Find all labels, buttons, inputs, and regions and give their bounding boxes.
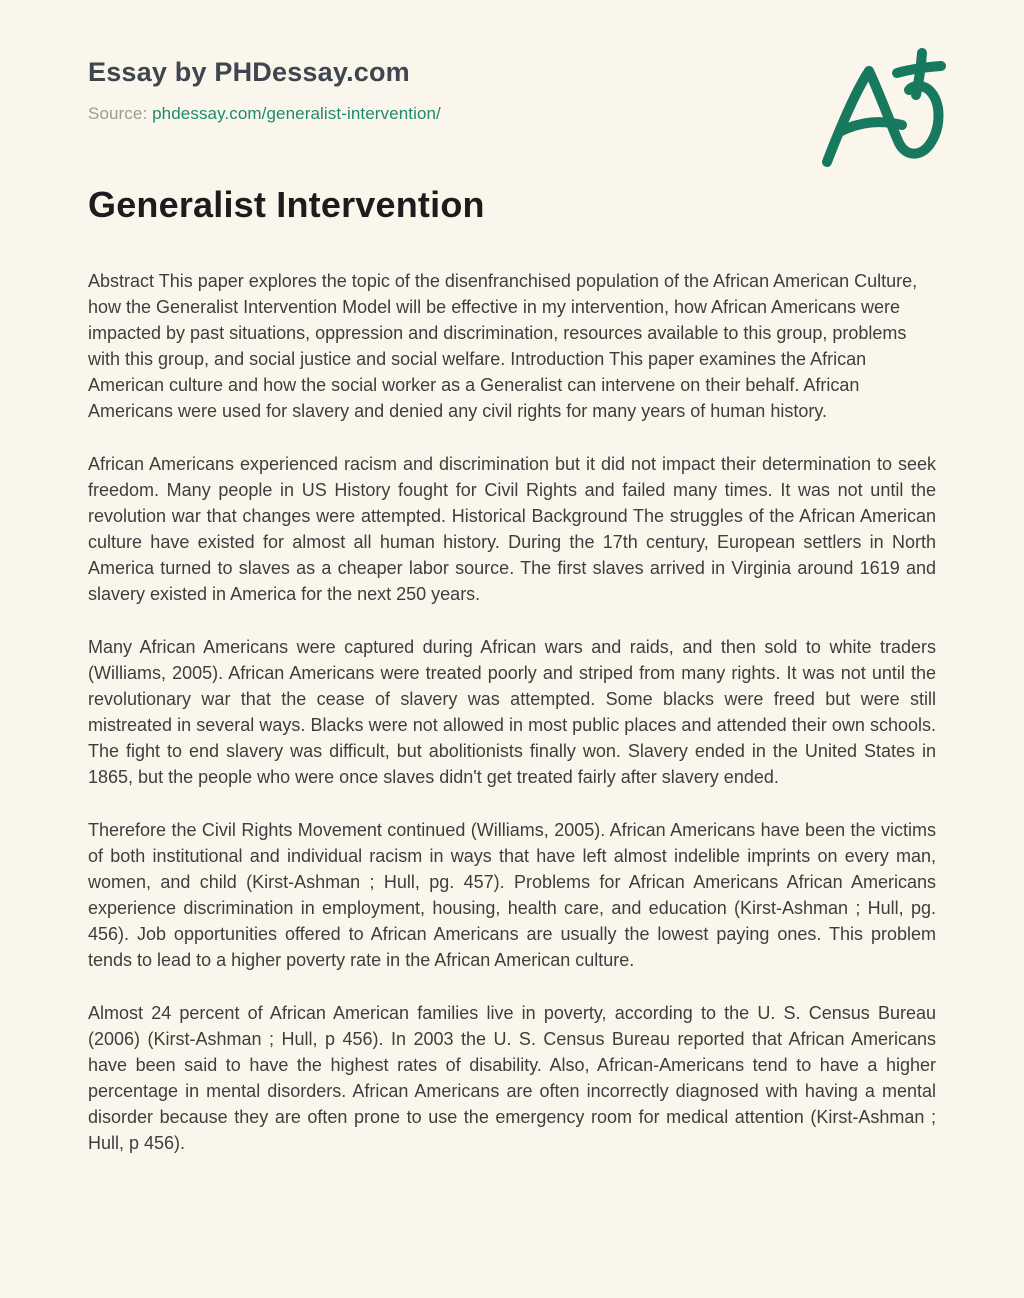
essay-paragraph: Abstract This paper explores the topic of the disenfranchised population of the African American Culture, how the Generalist Intervention Model will be effective in my intervention, how African Americans were impacted by past situations, oppression and discrimination, resources available to this group, problems with this group, and social justice and social welfare. Introduction This paper examines the African American culture and how the social worker as a Generalist can intervene on their behalf. African Americans were used for slavery and denied any civil rights for many years of human history.: [88, 271, 918, 421]
essay-body: [88, 268, 936, 1156]
source-link[interactable]: phdessay.com/generalist-intervention/: [152, 104, 441, 123]
essay-paragraph: Therefore the Civil Rights Movement continued (Williams, 2005). African Americans have been the victims of both institutional and individual racism in ways that have left almost indelible imprints on every man, women, and child (Kirst-Ashman ; Hull, pg. 457). Problems for African Americans African Americans experience discrimination in employment, housing, health care, and education (Kirst-Ashman ; Hull, pg. 456). Job opportunities offered to African Americans are usually the lowest paying ones. This problem tends to lead to a higher poverty rate in the African American culture.: [88, 820, 936, 970]
source-label: Source:: [88, 104, 148, 123]
brand-title: Essay by PHDessay.com: [88, 57, 410, 87]
phdessay-logo: [808, 40, 960, 180]
essay-paragraph: African Americans experienced racism and discrimination but it did not impact their determination to seek freedom. Many people in US History fought for Civil Rights and failed many times. It was not until the revolution war that changes were attempted. Historical Background The struggles of the African American culture have existed for almost all human history. During the 17th century, European settlers in North America turned to slaves as a cheaper labor source. The first slaves arrived in Virginia around 1619 and slavery existed in America for the next 250 years.: [88, 454, 936, 604]
essay-title: Generalist Intervention: [88, 184, 485, 225]
essay-paragraph: Many African Americans were captured during African wars and raids, and then sold to white traders (Williams, 2005). African Americans were treated poorly and striped from many rights. It was not until the revolutionary war that the cease of slavery was attempted. Some blacks were freed but were still mistreated in several ways. Blacks were not allowed in most public places and attended their own schools. The fight to end slavery was difficult, but abolitionists finally won. Slavery ended in the United States in 1865, but the people who were once slaves didn't get treated fairly after slavery ended.: [88, 637, 936, 787]
a-plus-logo-icon: [808, 40, 960, 180]
essay-paragraph: Almost 24 percent of African American families live in poverty, according to the U. S. Census Bureau (2006) (Kirst-Ashman ; Hull, p 456). In 2003 the U. S. Census Bureau reported that African Americans have been said to have the highest rates of disability. Also, African-Americans tend to have a higher percentage in mental disorders. African Americans are often incorrectly diagnosed with having a mental disorder because they are often prone to use the emergency room for medical attention (Kirst-Ashman ; Hull, p 456).: [88, 1003, 936, 1153]
